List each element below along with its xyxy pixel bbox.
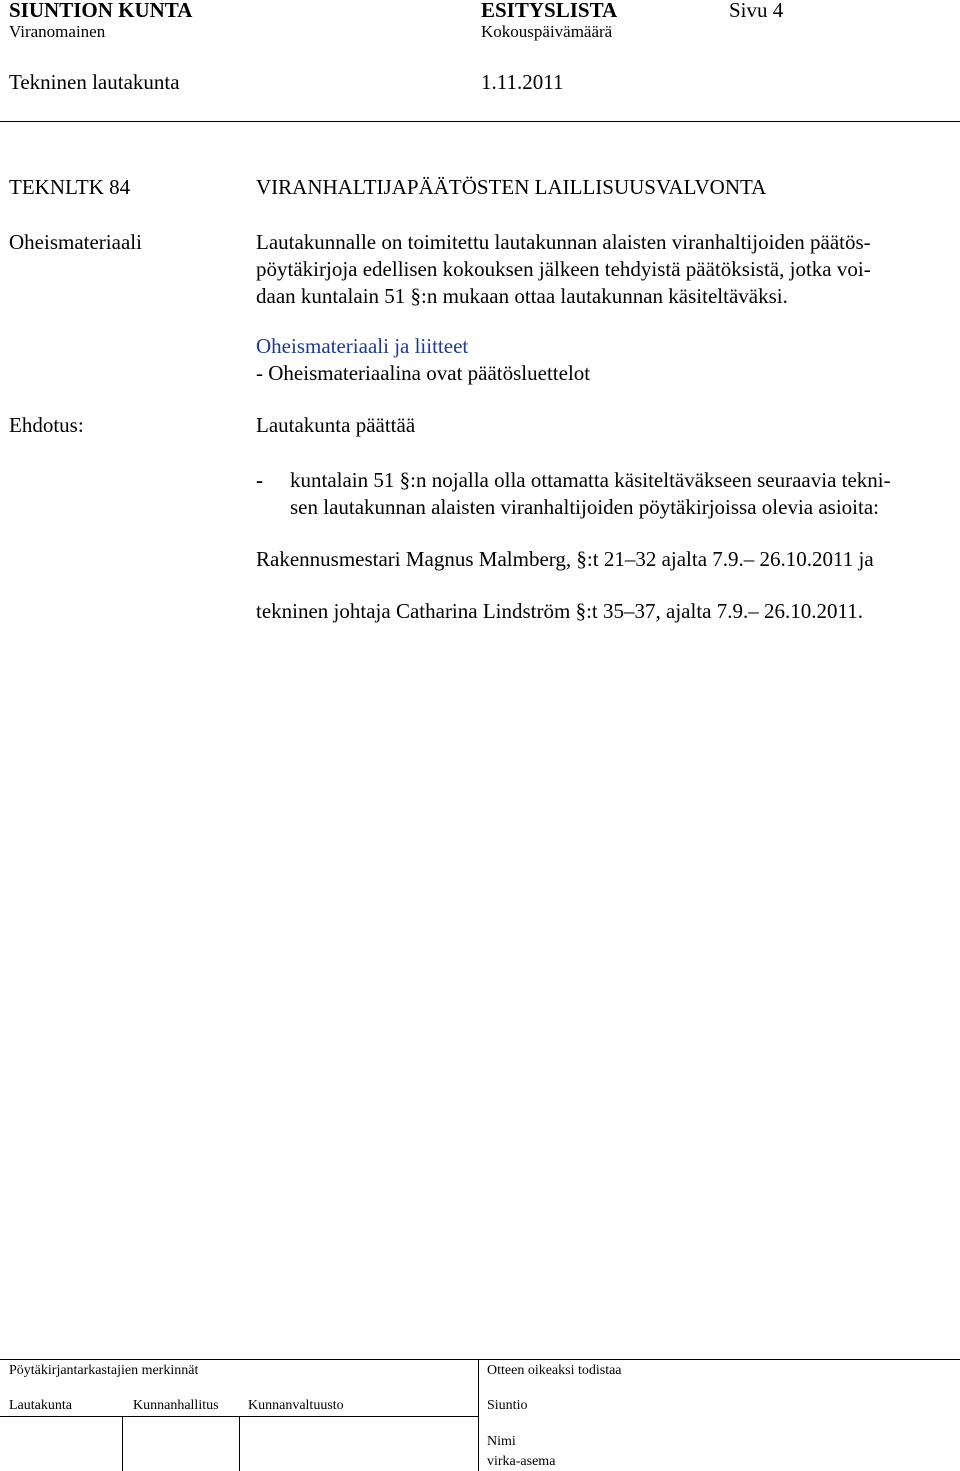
name-label: Nimi — [487, 1434, 516, 1449]
col-siuntio: Siuntio — [487, 1398, 528, 1413]
section-title: VIRANHALTIJAPÄÄTÖSTEN LAILLISUUSVALVONTA — [256, 175, 767, 199]
section-id: TEKNLTK 84 — [9, 175, 131, 199]
footer-col-divider-2 — [239, 1416, 240, 1471]
decision-item-1: Rakennusmestari Magnus Malmberg, §:t 21–32 ajalta 7.9.– 26.10.2011 ja — [256, 547, 874, 571]
col-kunnanhallitus: Kunnanhallitus — [133, 1398, 219, 1413]
decision-bullet: - — [256, 468, 263, 492]
decision-heading: Lautakunta päättää — [256, 413, 416, 437]
footer-col-divider-1 — [122, 1416, 123, 1471]
footer-divider — [478, 1359, 479, 1471]
decision-line-1: kuntalain 51 §:n nojalla olla ottamatta käsiteltäväkseen seuraavia tekni- — [290, 468, 891, 492]
intro-line-3: daan kuntalain 51 §:n mukaan ottaa lautakunnan käsiteltäväksi. — [256, 284, 788, 308]
proposal-label: Ehdotus: — [9, 413, 84, 437]
doc-type: ESITYSLISTA — [481, 0, 618, 22]
intro-line-2: pöytäkirjoja edellisen kokouksen jälkeen tehdyistä päätöksistä, jotka voi- — [256, 257, 871, 281]
footer-top-rule — [0, 1359, 960, 1360]
authority-name: Tekninen lautakunta — [9, 70, 180, 94]
checkers-label: Pöytäkirjantarkastajien merkinnät — [9, 1363, 199, 1378]
certified-label: Otteen oikeaksi todistaa — [487, 1363, 622, 1378]
decision-item-2: tekninen johtaja Catharina Lindström §:t 35–37, ajalta 7.9.– 26.10.2011. — [256, 599, 863, 623]
authority-label: Viranomainen — [9, 22, 106, 41]
col-kunnanvaltuusto: Kunnanvaltuusto — [248, 1398, 344, 1413]
attachment-label: Oheismateriaali — [9, 230, 142, 254]
org-name: SIUNTION KUNTA — [9, 0, 193, 22]
title-label: virka-asema — [487, 1454, 556, 1469]
meeting-date-label: Kokouspäivämäärä — [481, 22, 613, 41]
header-rule — [0, 121, 960, 122]
attachments-heading: Oheismateriaali ja liitteet — [256, 334, 469, 358]
decision-line-2: sen lautakunnan alaisten viranhaltijoiden pöytäkirjoissa olevia asioita: — [290, 495, 880, 519]
page-number: Sivu 4 — [729, 0, 784, 22]
intro-line-1: Lautakunnalle on toimitettu lautakunnan alaisten viranhaltijoiden päätös- — [256, 230, 871, 254]
col-lautakunta: Lautakunta — [9, 1398, 72, 1413]
attachments-item: - Oheismateriaalina ovat päätösluettelot — [256, 361, 591, 385]
meeting-date: 1.11.2011 — [481, 70, 564, 94]
